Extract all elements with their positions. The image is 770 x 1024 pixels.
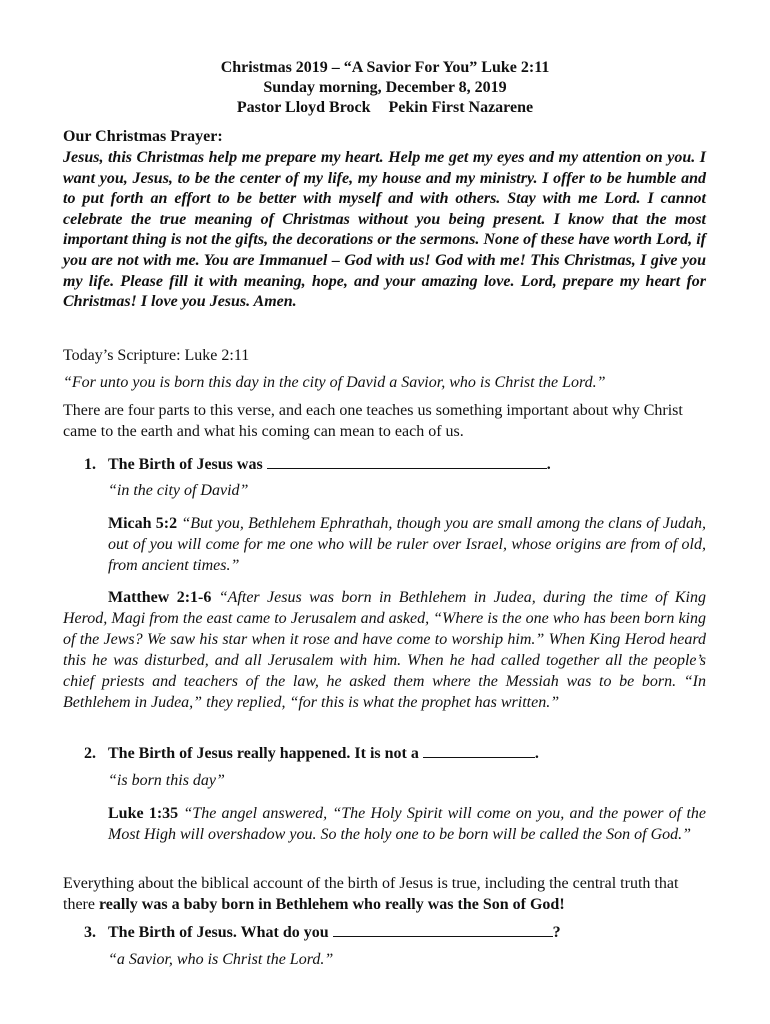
sermon-title: Christmas 2019 – “A Savior For You” Luke 2:11 (220, 59, 550, 76)
church-name: Pekin First Nazarene (388, 99, 534, 116)
matthew-text: “After Jesus was born in Bethlehem in Judea, during the time of King Herod, Magi from the east came to Jerusalem and asked, “Where is the one who has been born king of the Jews? We saw his star when it rose and have come to worship him.” When King Herod heard this he was disturbed, and all Jerusalem with him. When he had called together all the people’s chief priests and teachers of the law, he asked them where the Messiah was to be born. “In Bethlehem in Judea,” they replied, “for this is what the prophet has written.” (63, 589, 707, 711)
scripture-intro: There are four parts to this verse, and each one teaches us something important about why Christ came to the earth and what his coming can mean to each of us. (63, 402, 683, 440)
luke-ref: Luke 1:35 (108, 805, 179, 822)
point-3-heading: The Birth of Jesus. What do you ? (108, 924, 561, 941)
point-3-number: 3. (84, 924, 96, 941)
micah-ref-block (108, 513, 706, 576)
point-3-phrase: “a Savior, who is Christ the Lord.” (108, 951, 334, 968)
sermon-pastor-line (0, 98, 770, 118)
point-1-number: 1. (84, 456, 96, 473)
point-2-blank[interactable] (423, 743, 535, 758)
luke-text: “The angel answered, “The Holy Spirit will come on you, and the power of the Most High will overshadow you. So the holy one to be born will be called the Son of God.” (108, 805, 706, 843)
point-1-phrase: “in the city of David” (108, 482, 249, 499)
prayer-heading: Our Christmas Prayer: (63, 128, 223, 145)
matthew-ref: Matthew 2:1-6 (108, 589, 212, 606)
point-1-text: The Birth of Jesus was (108, 456, 263, 473)
point-2-number: 2. (84, 745, 96, 762)
micah-ref: Micah 5:2 (108, 515, 178, 532)
point-2-phrase: “is born this day” (108, 772, 225, 789)
pastor-name: Pastor Lloyd Brock (236, 99, 371, 116)
micah-text: “But you, Bethlehem Ephrathah, though you are small among the clans of Judah, out of you will come for me one who will be ruler over Israel, whose origins are from of old, from ancient times.” (108, 515, 707, 574)
point-1-blank[interactable] (267, 454, 547, 469)
sermon-date: Sunday morning, December 8, 2019 (263, 79, 507, 96)
point-2-heading: The Birth of Jesus really happened. It is not a . (108, 745, 539, 762)
luke-ref-block (108, 803, 706, 845)
matthew-ref-block (63, 587, 706, 713)
scripture-label: Today’s Scripture: Luke 2:11 (63, 347, 250, 364)
point-1-heading: The Birth of Jesus was . (108, 456, 551, 473)
point-3-blank[interactable] (333, 922, 553, 937)
everything-text: Everything about the biblical account of the birth of Jesus is true, including the central truth that there (63, 875, 679, 913)
point-2-text: The Birth of Jesus really happened. It is not a (108, 745, 419, 762)
everything-bold: really was a baby born in Bethlehem who really was the Son of God! (98, 896, 565, 913)
point-3-text: The Birth of Jesus. What do you (108, 924, 329, 941)
everything-paragraph (63, 873, 703, 915)
scripture-quote: “For unto you is born this day in the city of David a Savior, who is Christ the Lord.” (63, 374, 606, 391)
prayer-text: Jesus, this Christmas help me prepare my heart. Help me get my eyes and my attention on you. I want you, Jesus, to be the center of my life, my house and my ministry. I offer to be humble and to put forth an effort to be better with myself and with others. Stay with me Lord. I cannot celebrate the true meaning of Christmas without you being present. I know that the most important thing is not the gifts, the decorations or the sermons. None of these have worth Lord, if you are not with me. You are Immanuel – God with us! God with me! This Christmas, I give you my life. Please fill it with meaning, hope, and your amazing love. Lord, prepare my heart for Christmas! I love you Jesus. Amen. (63, 149, 706, 311)
